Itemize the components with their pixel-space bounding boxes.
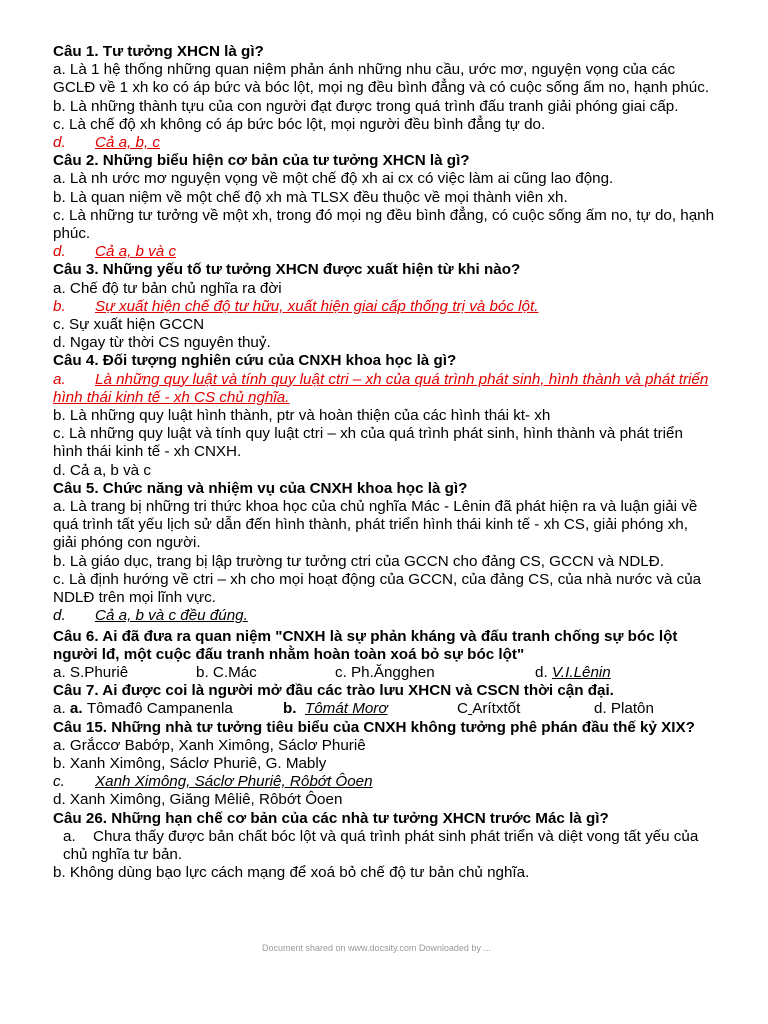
question-title: Câu 2. Những biểu hiện cơ bản của tư tưởng XHCN là gì? (53, 152, 470, 170)
page-footer-watermark: Document shared on www.docsity.com Downloaded by ... (262, 943, 491, 953)
option-a: a. Là trang bị những tri thức khoa học của chủ nghĩa Mác - Lênin đã phát hiện ra và luận giải về quá trình tất yếu lịch sử dẫn đến hình thành, phát triển hình thái kinh tế - xh CS, giải phóng xh, giải phóng con người. (53, 498, 698, 552)
question-title: Câu 26. Những hạn chế cơ bản của các nhà tư tưởng XHCN trước Mác là gì? (53, 809, 609, 827)
question-title: Câu 5. Chức năng và nhiệm vụ của CNXH khoa học là gì? (53, 479, 468, 497)
option-a: a. Là nh ước mơ nguyện vọng về một chế độ xh ai cx có việc làm ai cũng lao động. (53, 170, 614, 188)
question-title: Câu 15. Những nhà tư tưởng tiêu biểu của CNXH không tưởng phê phán đầu thế kỷ XIX? (53, 718, 695, 736)
option-a: a. Chưa thấy được bản chất bóc lột và quá trình phát sinh phát triển và diệt vong tất yếu của chủ nghĩa tư bản. (63, 827, 699, 863)
options-row (53, 664, 715, 682)
option-d-answer: d. Cả a, b và c (53, 243, 177, 261)
option-c: C Arítxtốt (457, 700, 521, 718)
question-5 (53, 480, 715, 626)
option-c: c. Sự xuất hiện GCCN (53, 316, 205, 334)
question-title: Câu 6. Ai đã đưa ra quan niệm "CNXH là sự phản kháng và đấu tranh chống sự bóc lột người lđ, một cuộc đấu tranh nhằm hoàn toàn xoá bỏ sự bóc lột" (53, 627, 678, 663)
question-26 (53, 810, 715, 883)
question-2 (53, 152, 715, 261)
option-b: b. Xanh Ximông, Sáclơ Phuriê, G. Mably (53, 754, 327, 772)
options-row (53, 700, 715, 718)
option-d: d. Cả a, b và c (53, 461, 151, 479)
document-body (53, 43, 715, 882)
option-c: c. Là những tư tưởng về một xh, trong đó mọi ng đều bình đẳng, có cuộc sống ấm no, tự do, hạnh phúc. (53, 206, 715, 243)
option-d-answer: d. V.I.Lênin (535, 663, 611, 681)
option-a: a. S.Phuriê (53, 663, 129, 681)
question-7 (53, 682, 715, 718)
option-d-answer: d. Cả a, b, c (53, 134, 160, 152)
option-d: d. Ngay từ thời CS nguyên thuỷ. (53, 334, 271, 352)
option-a: a. Grắccơ Babớp, Xanh Ximông, Sáclơ Phuriê (53, 736, 366, 754)
option-b-answer: b. Sự xuất hiện chế độ tư hữu, xuất hiện giai cấp thống trị và bóc lột. (53, 297, 539, 315)
question-title: Câu 7. Ai được coi là người mở đầu các trào lưu XHCN và CSCN thời cận đại. (53, 682, 614, 700)
question-title: Câu 3. Những yếu tố tư tưởng XHCN được xuất hiện từ khi nào? (53, 261, 521, 279)
question-6 (53, 628, 715, 683)
option-b: b. Là giáo dục, trang bị lập trường tư tưởng ctri của GCCN cho đảng CS, GCCN và NDLĐ. (53, 552, 664, 570)
question-4 (53, 352, 715, 479)
option-c: c. Là những quy luật và tính quy luật ctri – xh của quá trình phát sinh, hình thành và phát triển hình thái kinh tế - xh CNXH. (53, 425, 683, 461)
option-a: a. Là 1 hệ thống những quan niệm phản ánh những nhu cầu, ước mơ, nguyện vọng của các GCLĐ về 1 xh ko có áp bức và bóc lột, mọi ng đều bình đẳng và có cuộc sống ấm no, hạnh phúc. (53, 61, 710, 97)
option-b: b. Là những thành tựu của con người đạt được trong quá trình đấu tranh giải phóng giai cấp. (53, 97, 679, 115)
option-d-answer: d. Cả a, b và c đều đúng. (53, 607, 248, 625)
question-title: Câu 1. Tư tưởng XHCN là gì? (53, 43, 264, 60)
option-d: d. Platôn (594, 700, 654, 718)
question-1 (53, 43, 715, 152)
option-b: b. Không dùng bạo lực cách mạng để xoá bỏ chế độ tư bản chủ nghĩa. (53, 864, 530, 882)
option-b: b. Là những quy luật hình thành, ptr và hoàn thiện của các hình thái kt- xh (53, 407, 551, 425)
question-15 (53, 719, 715, 810)
option-a: a. Chế độ tư bản chủ nghĩa ra đời (53, 279, 282, 297)
option-a: a. a. Tômađô Campanenla (53, 700, 233, 718)
option-d: d. Xanh Ximông, Giăng Mêliê, Rôbớt Ôoen (53, 791, 343, 809)
option-c: c. Là chế độ xh không có áp bức bóc lột, mọi người đều bình đẳng tự do. (53, 115, 546, 133)
option-b: b. C.Mác (196, 663, 257, 681)
option-c: c. Là định hướng về ctri – xh cho mọi hoạt động của GCCN, của đảng CS, của nhà nước và của NDLĐ trên mọi lĩnh vực. (53, 570, 702, 607)
option-c: c. Ph.Ăngghen (335, 663, 435, 681)
option-b-answer: b. Tômát Morơ (283, 700, 388, 718)
option-a-answer: a. Là những quy luật và tính quy luật ctri – xh của quá trình phát sinh, hình thành và phát triển hình thái kinh tế - xh CS chủ nghĩa. (53, 370, 709, 406)
option-c-answer: c. Xanh Ximông, Sáclơ Phuriê, Rôbớt Ôoen (53, 773, 373, 791)
question-3 (53, 261, 715, 352)
option-b: b. Là quan niệm về một chế độ xh mà TLSX đều thuộc về mọi thành viên xh. (53, 188, 568, 206)
question-title: Câu 4. Đối tượng nghiên cứu của CNXH khoa học là gì? (53, 352, 457, 370)
